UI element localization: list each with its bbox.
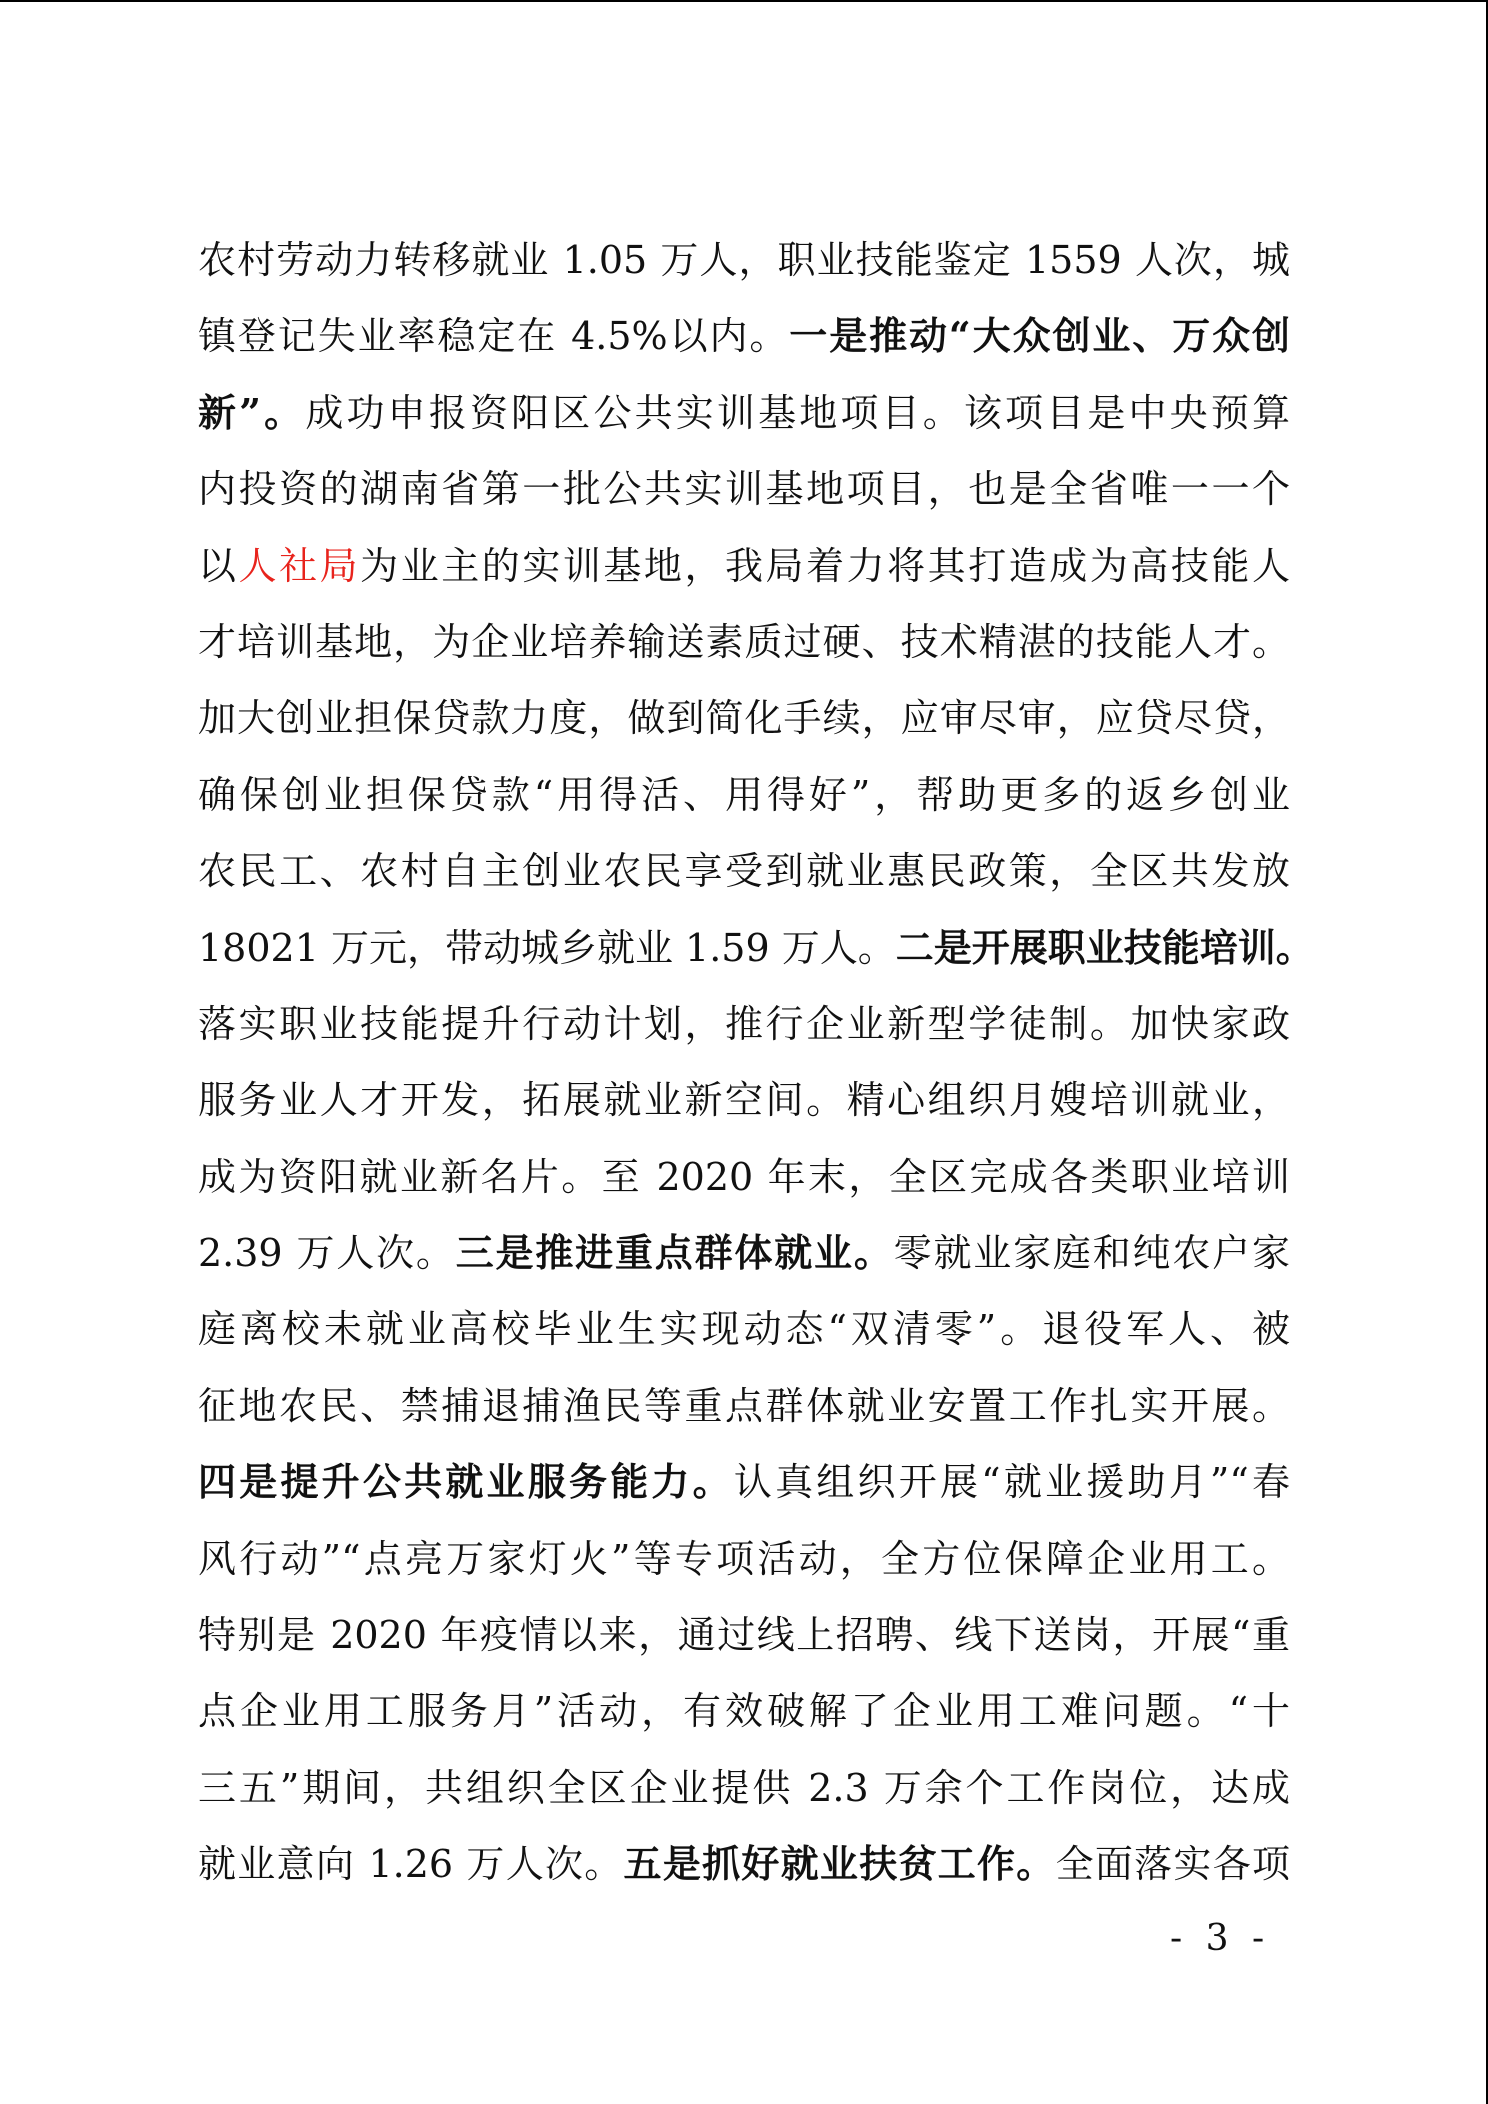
body-text: 特别是 2020 年疫情以来，通过线上招聘、线下送岗，开展“重: [198, 1613, 1290, 1658]
text-line: [198, 1521, 1290, 1597]
body-text: 以: [198, 543, 239, 588]
body-text: 点企业用工服务月”活动，有效破解了企业用工难问题。“十: [198, 1689, 1290, 1734]
body-text: 服务业人才开发，拓展就业新空间。精心组织月嫂培训就业，: [198, 1078, 1290, 1123]
text-line: [198, 451, 1290, 527]
body-text: 庭离校未就业高校毕业生实现动态“双清零”。退役军人、被: [198, 1307, 1290, 1352]
bold-heading-text: 四是提升公共就业服务能力。: [198, 1459, 734, 1505]
body-text: 认真组织开展“就业援助月”“春: [733, 1460, 1290, 1505]
text-line: [198, 528, 1290, 604]
text-line: [198, 1291, 1290, 1367]
text-line: [198, 1215, 1290, 1291]
text-line: [198, 1673, 1290, 1749]
text-line: [198, 1826, 1290, 1902]
body-text: 全面落实各项: [1055, 1842, 1290, 1887]
body-text: 内投资的湖南省第一批公共实训基地项目，也是全省唯一一个: [198, 467, 1290, 512]
body-text: 落实职业技能提升行动计划，推行企业新型学徒制。加快家政: [198, 1001, 1290, 1046]
text-line: [198, 1368, 1290, 1444]
text-line: [198, 1062, 1290, 1138]
body-text: 三五”期间，共组织全区企业提供 2.3 万余个工作岗位，达成: [198, 1765, 1290, 1810]
body-text: 确保创业担保贷款“用得活、用得好”，帮助更多的返乡创业: [198, 772, 1290, 817]
document-body: [198, 222, 1314, 1903]
text-line: [198, 757, 1290, 833]
body-text: 2.39 万人次。: [198, 1231, 456, 1276]
text-line: [198, 1597, 1290, 1673]
body-text: 才培训基地，为企业培养输送素质过硬、技术精湛的技能人才。: [198, 619, 1290, 664]
text-line: [198, 833, 1290, 909]
top-border-line: [0, 0, 1488, 2]
body-text: 加大创业担保贷款力度，做到简化手续，应审尽审，应贷尽贷，: [198, 696, 1290, 741]
page-number: - 3 -: [1170, 1918, 1271, 1959]
text-line: [198, 680, 1290, 756]
text-line: [198, 910, 1314, 986]
text-line: [198, 375, 1290, 451]
text-line: [198, 222, 1290, 298]
body-text: 成功申报资阳区公共实训基地项目。该项目是中央预算: [305, 390, 1290, 435]
bold-heading-text: 二是开展职业技能培训。: [895, 924, 1314, 970]
text-line: [198, 1444, 1290, 1520]
text-line: [198, 604, 1290, 680]
body-text: 农民工、农村自主创业农民享受到就业惠民政策，全区共发放: [198, 849, 1290, 894]
text-line: [198, 1139, 1290, 1215]
body-text: 成为资阳就业新名片。至 2020 年末，全区完成各类职业培训: [198, 1154, 1290, 1199]
body-text: 镇登记失业率稳定在 4.5%以内。: [198, 314, 790, 359]
bold-heading-text: 五是抓好就业扶贫工作。: [623, 1841, 1056, 1887]
body-text: 风行动”“点亮万家灯火”等专项活动，全方位保障企业用工。: [198, 1536, 1290, 1581]
body-text: 为业主的实训基地，我局着力将其打造成为高技能人: [360, 543, 1290, 588]
bold-heading-text: 新”。: [198, 389, 306, 435]
bold-heading-text: 一是推动“大众创业、万众创: [789, 313, 1291, 359]
text-line: [198, 1750, 1290, 1826]
body-text: 征地农民、禁捕退捕渔民等重点群体就业安置工作扎实开展。: [198, 1383, 1290, 1428]
body-text: 就业意向 1.26 万人次。: [198, 1842, 624, 1887]
text-line: [198, 298, 1290, 374]
body-text: 农村劳动力转移就业 1.05 万人，职业技能鉴定 1559 人次，城: [198, 238, 1290, 282]
body-text: 18021 万元，带动城乡就业 1.59 万人。: [198, 925, 896, 970]
bold-heading-text: 三是推进重点群体就业。: [455, 1230, 894, 1276]
text-line: [198, 986, 1290, 1062]
highlighted-text: 人社局: [238, 543, 361, 588]
body-text: 零就业家庭和纯农户家: [893, 1231, 1290, 1276]
